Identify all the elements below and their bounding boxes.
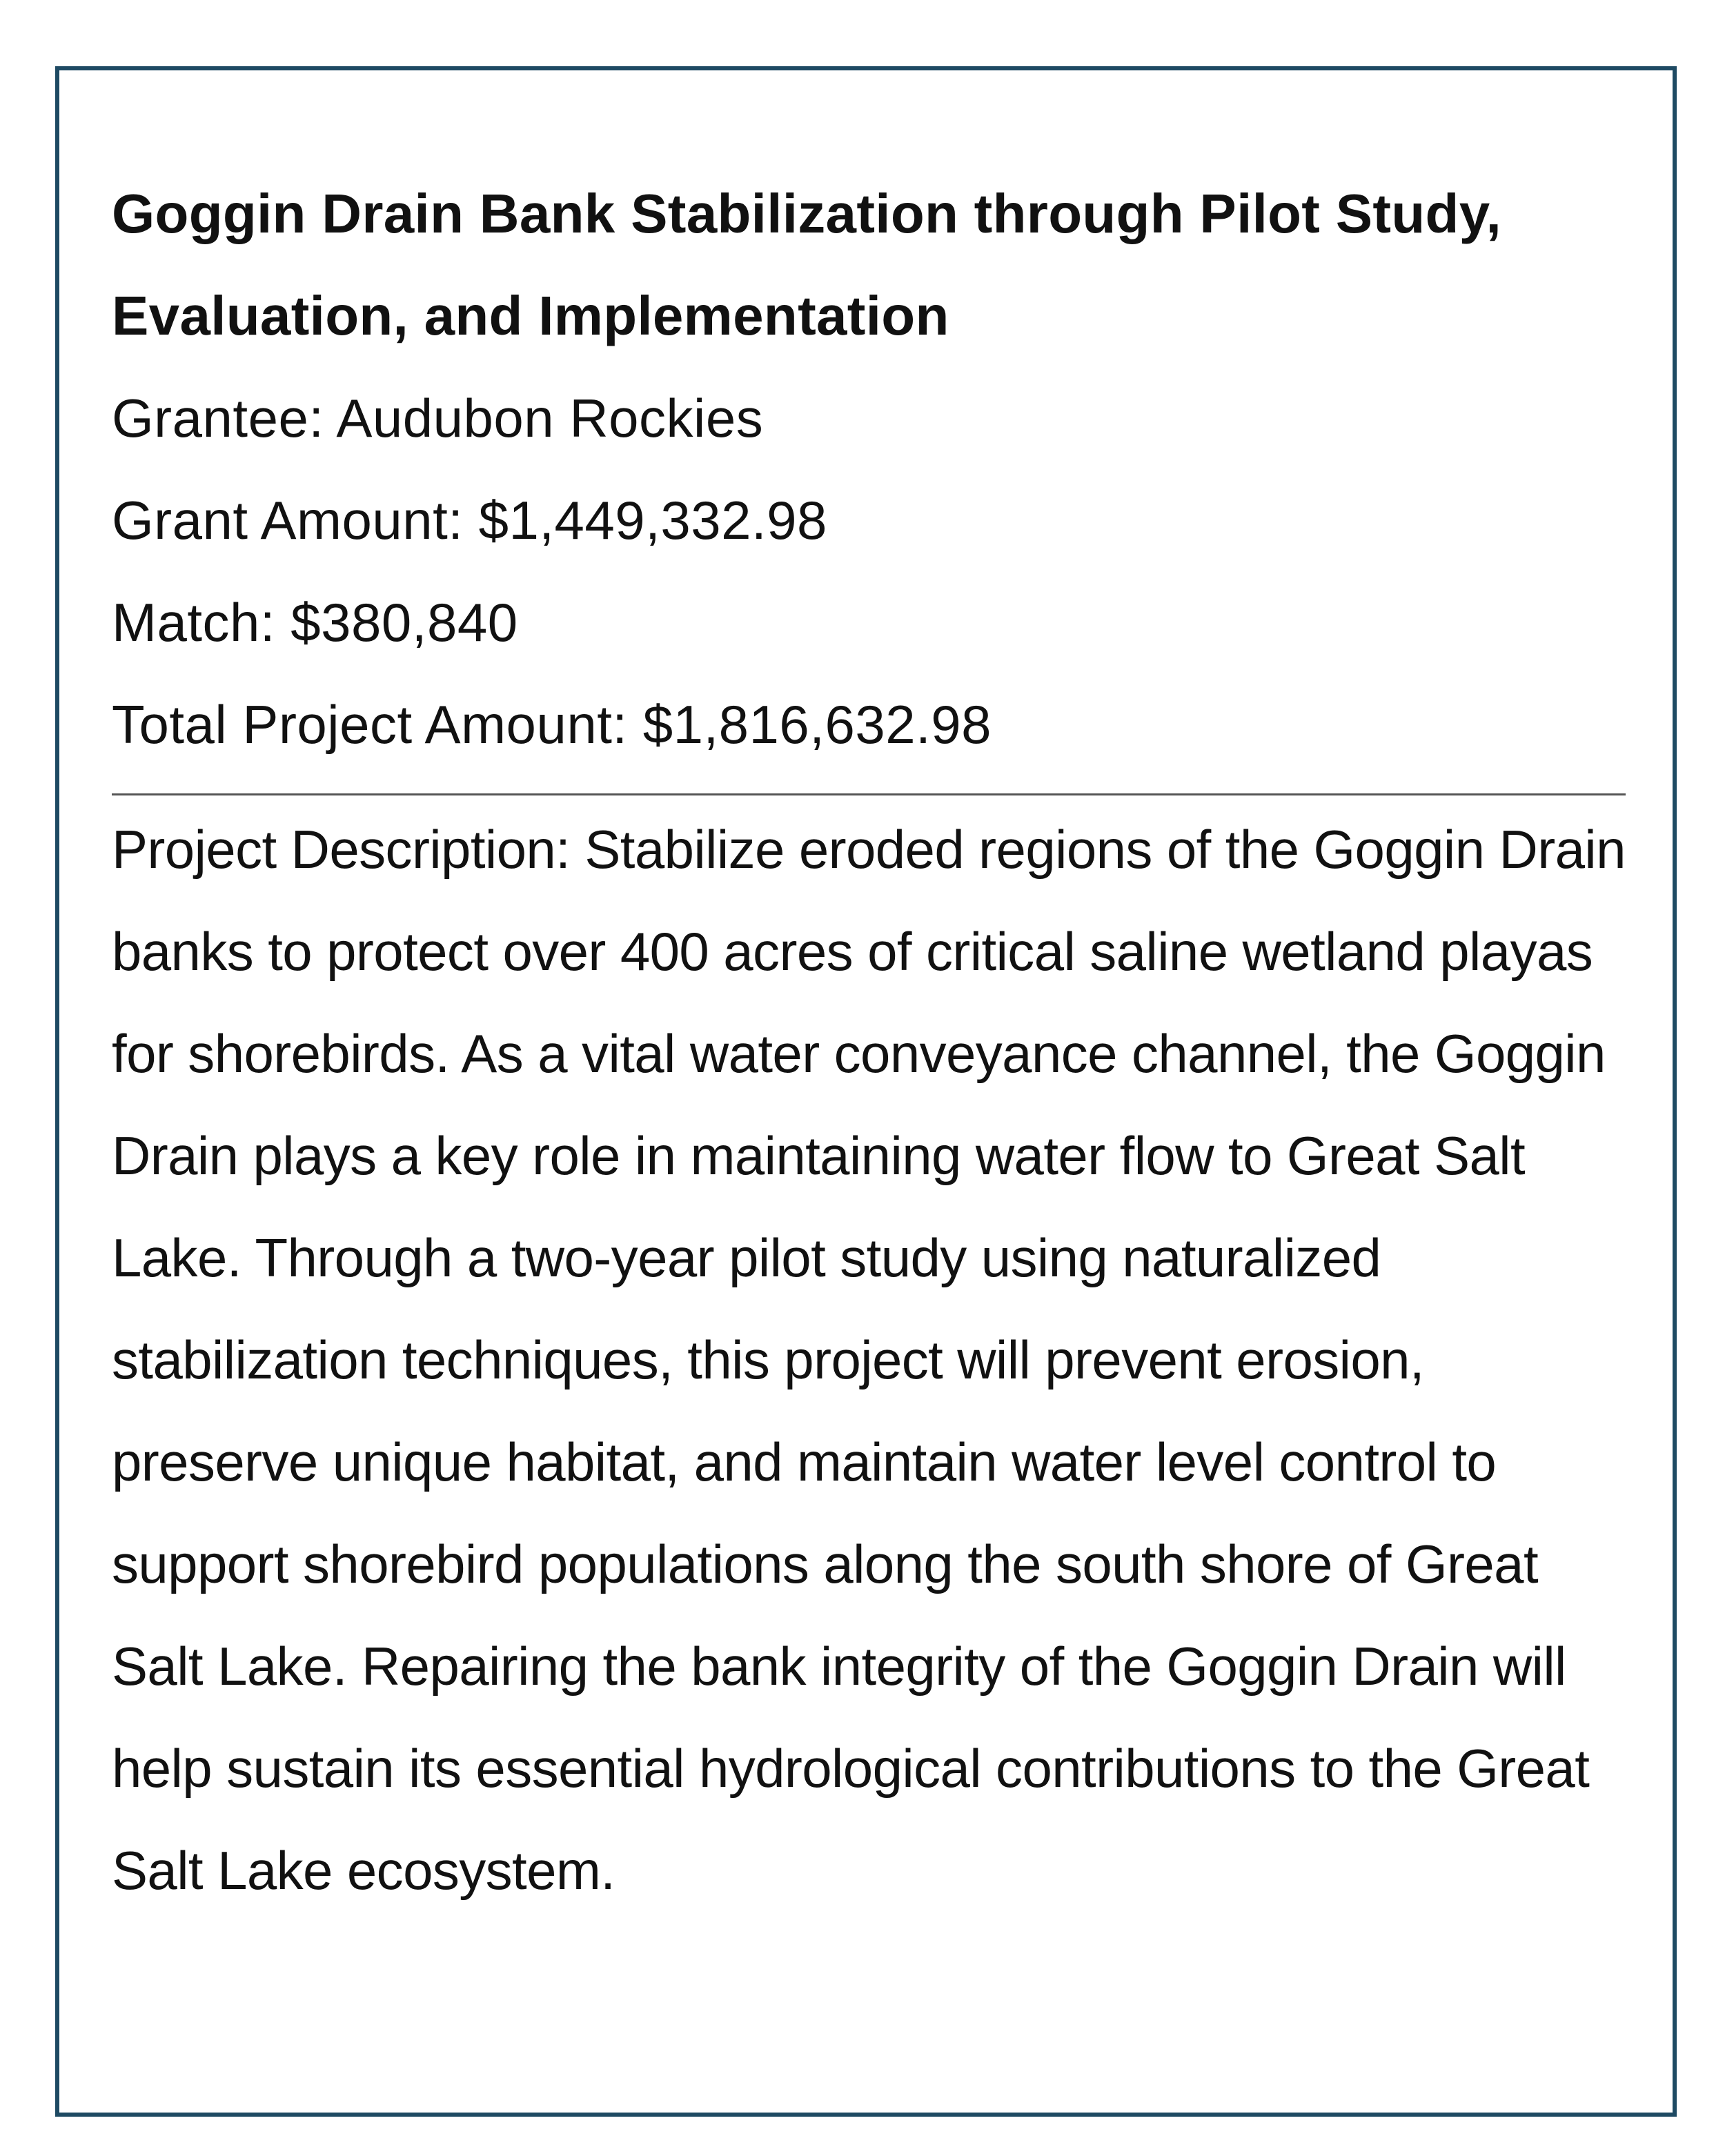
project-description: Project Description: Stabilize eroded regions of the Goggin Drain banks to protect over 400 acres of critical saline wetland playas for shorebirds. As a vital water conveyance channel, the Goggin Drain plays a key role in maintaining water flow to Great Salt Lake. Through a two-year pilot study using naturalized stabilization techniques, this project will prevent erosion, preserve unique habitat, and maintain water level control to support shorebird populations along the south shore of Great Salt Lake. Repairing the bank integrity of the Goggin Drain will help sustain its essential hydrological contributions to the Great Salt Lake ecosystem. [112, 819, 1626, 1901]
project-card-content [112, 163, 1626, 1921]
section-divider [112, 793, 1626, 795]
project-title: Goggin Drain Bank Stabilization through Pilot Study, Evaluation, and Implementation [112, 183, 1502, 346]
total-project-amount-line: Total Project Amount: $1,816,632.98 [112, 694, 992, 755]
project-card [55, 66, 1677, 2117]
grant-amount-line: Grant Amount: $1,449,332.98 [112, 490, 827, 551]
match-line: Match: $380,840 [112, 592, 518, 653]
grantee-line: Grantee: Audubon Rockies [112, 388, 764, 448]
